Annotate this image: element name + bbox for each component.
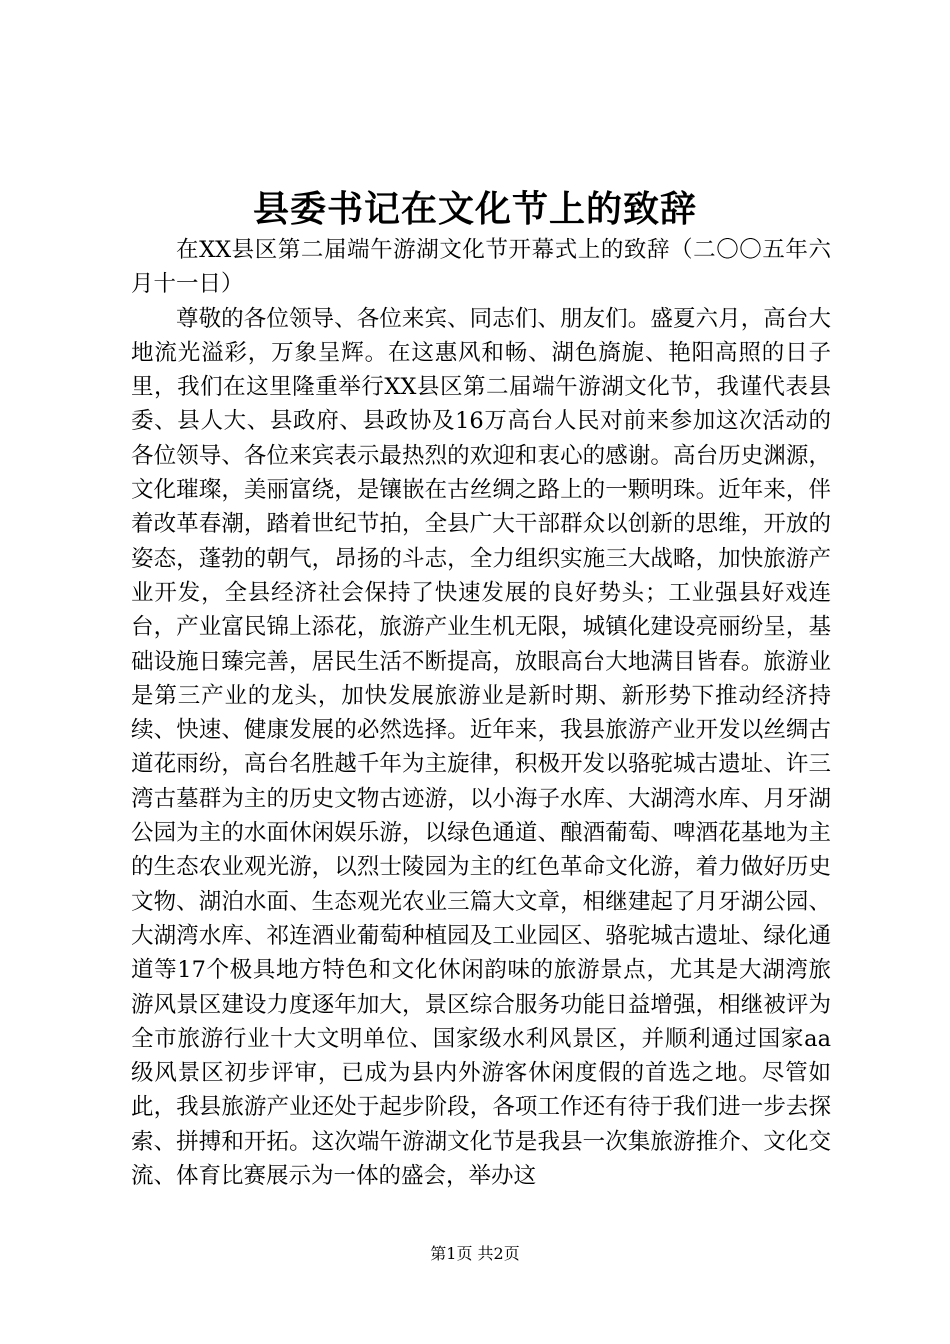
page-footer: 第1页 共2页 bbox=[430, 1244, 520, 1263]
paragraph-subtitle: 在XX县区第二届端午游湖文化节开幕式上的致辞（二〇〇五年六月十一日） bbox=[131, 237, 831, 298]
document-title: 县委书记在文化节上的致辞 bbox=[252, 188, 697, 230]
document-body bbox=[131, 233, 831, 1193]
paragraph-main: 尊敬的各位领导、各位来宾、同志们、朋友们。盛夏六月，高台大地流光溢彩，万象呈辉。在这惠风和畅、湖色旖旎、艳阳高照的日子里，我们在这里隆重举行XX县区第二届端午游湖文化节，我谨代表县委、县人大、县政府、县政协及16万高台人民对前来参加这次活动的各位领导、各位来宾表示最热烈的欢迎和衷心的感谢。高台历史渊源，文化璀璨，美丽富绕，是镶嵌在古丝绸之路上的一颗明珠。近年来，伴着改革春潮，踏着世纪节拍，全县广大干部群众以创新的思维，开放的姿态，蓬勃的朝气，昂扬的斗志，全力组织实施三大战略，加快旅游产业开发，全县经济社会保持了快速发展的良好势头；工业强县好戏连台，产业富民锦上添花，旅游产业生机无限，城镇化建设亮丽纷呈，基础设施日臻完善，居民生活不断提高，放眼高台大地满目皆春。旅游业是第三产业的龙头，加快发展旅游业是新时期、新形势下推动经济持续、快速、健康发展的必然选择。近年来，我县旅游产业开发以丝绸古道花雨纷，高台名胜越千年为主旋律，积极开发以骆驼城古遗址、许三湾古墓群为主的历史文物古迹游，以小海子水库、大湖湾水库、月牙湖公园为主的水面休闲娱乐游，以绿色通道、酿酒葡萄、啤酒花基地为主的生态农业观光游，以烈士陵园为主的红色革命文化游，着力做好历史文物、湖泊水面、生态观光农业三篇大文章，相继建起了月牙湖公园、大湖湾水库、祁连酒业葡萄种植园及工业园区、骆驼城古遗址、绿化通道等17个极具地方特色和文化休闲韵味的旅游景点，尤其是大湖湾旅游风景区建设力度逐年加大，景区综合服务功能日益增强，相继被评为全市旅游行业十大文明单位、国家级水利风景区，并顺利通过国家aa级风景区初步评审，已成为县内外游客休闲度假的首选之地。尽管如此，我县旅游产业还处于起步阶段，各项工作还有待于我们进一步去探索、拼搏和开拓。这次端午游湖文化节是我县一次集旅游推介、文化交流、体育比赛展示为一体的盛会，举办这 bbox=[131, 305, 831, 1190]
